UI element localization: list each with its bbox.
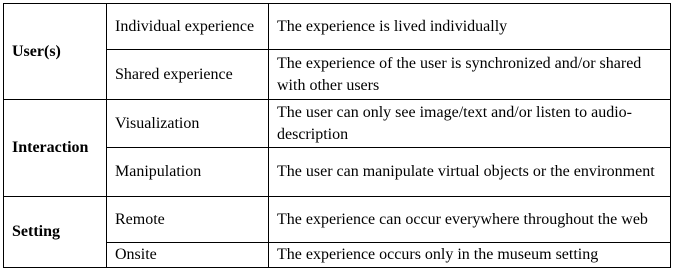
dimension-setting: Setting (4, 197, 107, 268)
category-manipulation: Manipulation (107, 148, 269, 197)
description-individual-experience: The experience is lived individually (269, 4, 671, 50)
table-row (4, 197, 671, 243)
description-onsite: The experience occurs only in the museum setting (269, 243, 671, 268)
category-remote: Remote (107, 197, 269, 243)
classification-table (3, 3, 671, 268)
category-onsite: Onsite (107, 243, 269, 268)
dimension-interaction: Interaction (4, 100, 107, 197)
table-row (4, 100, 671, 148)
description-remote: The experience can occur everywhere throughout the web (269, 197, 671, 243)
description-visualization: The user can only see image/text and/or listen to audio-description (269, 100, 671, 148)
category-individual-experience: Individual experience (107, 4, 269, 50)
table-row (4, 4, 671, 50)
description-manipulation: The user can manipulate virtual objects or the environment (269, 148, 671, 197)
dimension-users: User(s) (4, 4, 107, 100)
category-shared-experience: Shared experience (107, 50, 269, 100)
description-shared-experience: The experience of the user is synchronized and/or shared with other users (269, 50, 671, 100)
category-visualization: Visualization (107, 100, 269, 148)
